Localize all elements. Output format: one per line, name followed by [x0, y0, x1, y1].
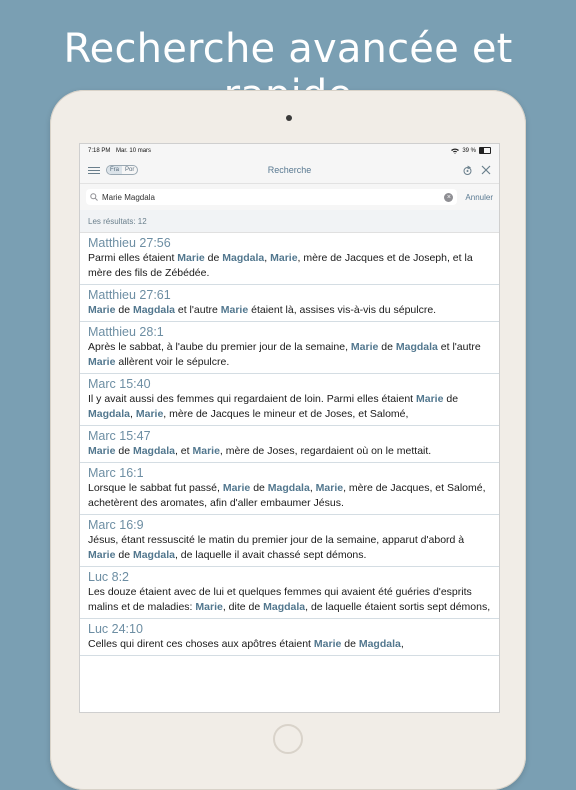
highlighted-term: Marie [222, 482, 251, 494]
highlighted-term: Marie [192, 445, 220, 457]
highlighted-term: Marie [195, 601, 223, 613]
refresh-settings-icon[interactable] [462, 165, 473, 176]
battery-percent: 39 % [462, 147, 476, 154]
verse-fragment: Il y avait aussi des femmes qui regardaient de loin. Parmi elles étaient [88, 393, 416, 405]
highlighted-term: Marie [220, 304, 249, 316]
verse-fragment: Les douze étaient avec de lui et quelques femmes qui avaient été guéries d'esprits malins et de maladies: [88, 586, 472, 613]
page-title: Recherche [267, 165, 312, 175]
highlighted-term: Marie [350, 341, 379, 353]
verse-fragment: Jésus, étant ressuscité le matin du premier jour de la semaine, apparut d'abord à [88, 534, 465, 546]
lang-option-fra[interactable]: Fra [107, 166, 122, 174]
highlighted-term: Magdala [395, 341, 438, 353]
highlighted-term: Magdala [267, 482, 310, 494]
verse-fragment: , mère de Jacques, et Salomé, achetèrent des aromates, afin d'aller embaumer Jésus. [88, 482, 486, 509]
status-date: Mar. 10 mars [116, 147, 152, 154]
verse-fragment: , mère de Jacques et de Joseph, et la mère des fils de Zébédée. [88, 252, 473, 279]
verse-fragment: Celles qui dirent ces choses aux apôtres étaient [88, 638, 314, 650]
verse-fragment: allèrent voir le sépulcre. [115, 356, 230, 368]
highlighted-term: Magdala [222, 252, 265, 264]
cancel-button[interactable]: Annuler [465, 192, 493, 202]
highlighted-term: Marie [135, 408, 164, 420]
verse-fragment: , [130, 408, 136, 420]
verse-fragment: Après le sabbat, à l'aube du premier jour de la semaine, [88, 341, 351, 353]
result-reference: Marc 15:40 [88, 377, 151, 391]
result-reference: Matthieu 27:61 [88, 288, 171, 302]
highlighted-term: Marie [88, 549, 116, 561]
nav-bar [80, 157, 499, 184]
verse-fragment: étaient là, assises vis-à-vis du sépulcre. [248, 304, 437, 316]
result-verse-text [88, 585, 491, 615]
result-reference: Luc 24:10 [88, 622, 143, 636]
result-reference: Matthieu 27:56 [88, 236, 171, 250]
nav-actions [462, 165, 491, 176]
highlighted-term: Magdala [132, 549, 175, 561]
home-button[interactable] [273, 724, 303, 754]
result-verse-text [88, 392, 491, 422]
battery-icon [479, 147, 491, 154]
highlighted-term: Magdala [132, 304, 175, 316]
camera-icon [286, 115, 292, 121]
result-verse-text [88, 340, 491, 370]
result-reference: Matthieu 28:1 [88, 325, 164, 339]
results-count: Les résultats: 12 [80, 210, 499, 233]
verse-fragment: Lorsque le sabbat fut passé, [88, 482, 223, 494]
status-right [451, 147, 491, 154]
result-verse-text [88, 533, 491, 563]
result-item[interactable] [80, 619, 499, 656]
verse-fragment: , de laquelle étaient sortis sept démons, [305, 601, 491, 613]
highlighted-term: Marie [88, 445, 116, 457]
highlighted-term: Marie [416, 393, 444, 405]
verse-fragment: de [115, 549, 133, 561]
status-time: 7:18 PM [88, 147, 111, 154]
highlighted-term: Marie [315, 482, 344, 494]
result-item[interactable] [80, 374, 499, 426]
verse-fragment: de [443, 393, 459, 405]
verse-fragment: , de laquelle il avait chassé sept démons. [174, 549, 367, 561]
highlighted-term: Marie [270, 252, 298, 264]
result-item[interactable] [80, 233, 499, 285]
verse-fragment: , mère de Joses, regardaient où on le mettait. [219, 445, 432, 457]
highlighted-term: Marie [177, 252, 205, 264]
result-verse-text [88, 481, 491, 511]
result-item[interactable] [80, 515, 499, 567]
search-input[interactable] [98, 193, 444, 202]
result-item[interactable] [80, 567, 499, 619]
highlighted-term: Magdala [263, 601, 306, 613]
verse-fragment: , [264, 252, 271, 264]
result-verse-text [88, 251, 491, 281]
headline: Recherche avancée et [63, 26, 513, 72]
result-verse-text [88, 303, 491, 318]
highlighted-term: Magdala [358, 638, 401, 650]
lang-option-por[interactable]: Por [125, 167, 135, 173]
verse-fragment: Parmi elles étaient [88, 252, 178, 264]
verse-fragment: , mère de Jacques le mineur et de Joses, et Salomé, [163, 408, 409, 420]
verse-fragment: , [400, 638, 404, 650]
result-verse-text [88, 444, 491, 459]
status-bar [80, 144, 499, 157]
verse-fragment: de [115, 445, 133, 457]
status-left [88, 148, 155, 154]
app-screen [79, 143, 500, 713]
result-item[interactable] [80, 322, 499, 374]
result-item[interactable] [80, 285, 499, 322]
verse-fragment: de [378, 341, 396, 353]
verse-fragment: de [204, 252, 223, 264]
verse-fragment: et l'autre [437, 341, 481, 353]
result-reference: Marc 15:47 [88, 429, 151, 443]
verse-fragment: de [341, 638, 359, 650]
result-item[interactable] [80, 463, 499, 515]
highlighted-term: Marie [313, 638, 342, 650]
highlighted-term: Marie [88, 356, 116, 368]
close-icon[interactable] [481, 165, 491, 175]
result-verse-text [88, 637, 491, 652]
highlighted-term: Magdala [132, 445, 175, 457]
wifi-icon [451, 148, 459, 154]
result-reference: Marc 16:9 [88, 518, 144, 532]
result-item[interactable] [80, 426, 499, 463]
clear-icon[interactable]: × [444, 193, 453, 202]
hamburger-menu-icon[interactable] [88, 167, 100, 174]
result-reference: Marc 16:1 [88, 466, 144, 480]
search-row [80, 184, 499, 210]
verse-fragment: de [115, 304, 133, 316]
search-box[interactable] [86, 189, 457, 205]
verse-fragment: et l'autre [174, 304, 221, 316]
search-icon [90, 193, 98, 201]
results-list [80, 233, 499, 656]
verse-fragment: de [250, 482, 268, 494]
highlighted-term: Marie [88, 304, 116, 316]
highlighted-term: Magdala [88, 408, 131, 420]
verse-fragment: , et [174, 445, 193, 457]
result-reference: Luc 8:2 [88, 570, 130, 584]
language-selector[interactable] [106, 165, 138, 175]
verse-fragment: , dite de [222, 601, 264, 613]
verse-fragment: , [309, 482, 316, 494]
